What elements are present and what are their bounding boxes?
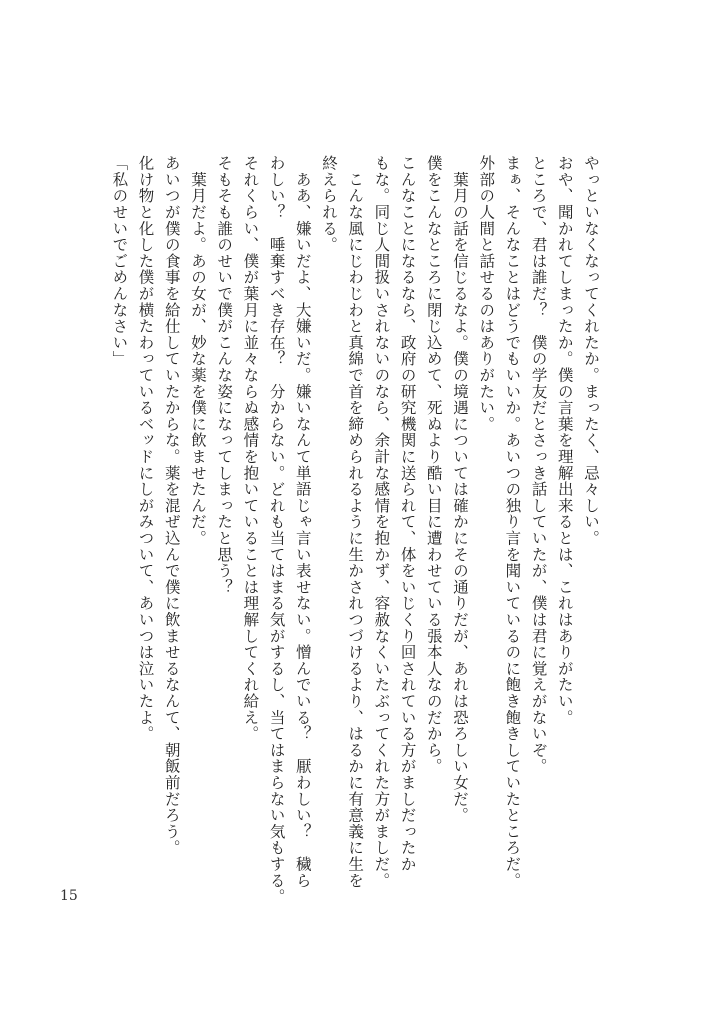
text-line: やっといなくなってくれたか。まったく、忌々しい。	[582, 155, 600, 547]
text-line: 化け物と化した僕が横たわっているベッドにしがみついて、あいつは泣いたよ。	[136, 155, 155, 742]
text-line: 葉月だよ。あの女が、妙な薬を僕に飲ませたんだ。	[188, 155, 207, 547]
text-line: もな。同じ人間扱いされないのなら、余計な感情を抱かず、容赦なくいたぶってくれた方がましだ。	[372, 155, 391, 889]
text-line: 僕をこんなところに閉じ込めて、死ぬより酷い目に遭わせている張本人なのだから。	[424, 155, 443, 775]
text-line: こんな風にじわじわと真綿で首を締められるように生かされつづけるより、はるかに有意義に生を	[346, 155, 365, 889]
text-line: まぁ、そんなことはどうでもいいか。あいつの独り言を聞いているのに飽き飽きしていたところだ。	[503, 155, 522, 889]
page-number: 15	[60, 888, 78, 904]
text-line: 葉月の話を信じるなよ。僕の境遇については確かにその通りだが、あれは恐ろしい女だ。	[450, 155, 469, 824]
text-line: わしい？ 唾棄すべき存在？ 分からない。どれも当てはまる気がするし、当てはまらない気もする。	[267, 155, 286, 905]
text-line: あいつが僕の食事を給仕していたからな。薬を混ぜ込んで僕に飲ませるなんて、朝飯前だろう。	[162, 155, 181, 856]
text-line: そもそも誰のせいで僕がこんな姿になってしまったと思う？	[215, 155, 234, 596]
text-line: 「私のせいでごめんなさい」	[110, 155, 129, 367]
text-line: おや、聞かれてしまったか。僕の言葉を理解出来るとは、これはありがたい。	[555, 155, 574, 726]
vertical-text-body	[106, 155, 604, 905]
text-line: それくらい、僕が葉月に並々ならぬ感情を抱いていることは理解してくれ給え。	[241, 155, 260, 742]
text-line: ところで、君は誰だ？ 僕の学友だとさっき話していたが、僕は君に覚えがないぞ。	[529, 155, 548, 775]
text-line: こんなことになるなら、政府の研究機関に送られて、体をいじくり回されている方がましだったか	[398, 155, 417, 873]
text-line: 外部の人間と話せるのはありがたい。	[477, 155, 496, 433]
text-line: ああ、嫌いだよ、大嫌いだ。嫌いなんて単語じゃ言い表せない。憎んでいる？ 厭わしい？ 穢ら	[293, 155, 312, 889]
text-line: 終えられる。	[319, 155, 338, 253]
